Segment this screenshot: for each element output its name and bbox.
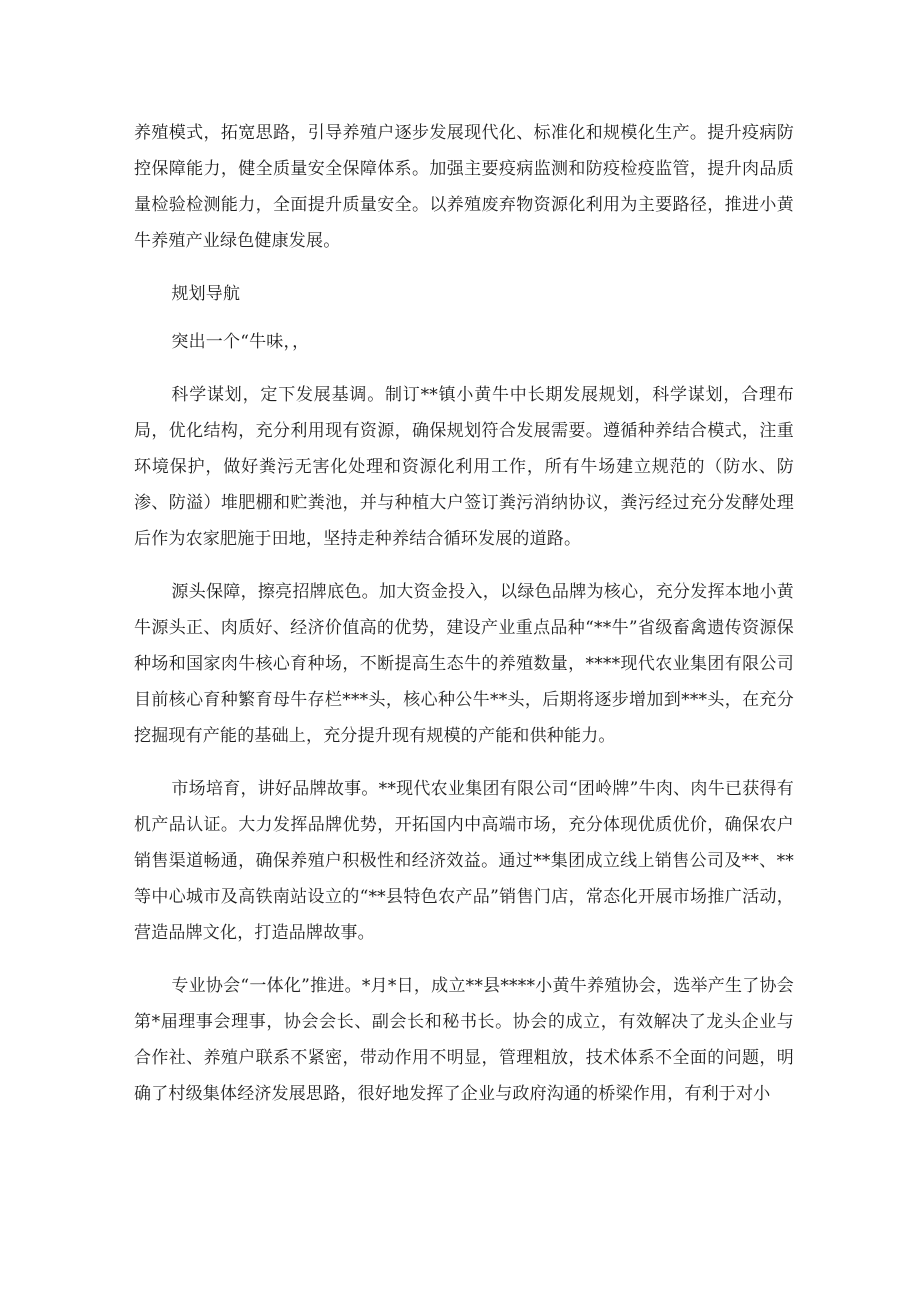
document-body xyxy=(134,115,794,1112)
paragraph-source-guarantee: 源头保障，擦亮招牌底色。加大资金投入，以绿色品牌为核心，充分发挥本地小黄牛源头正、肉质好、经济价值高的优势，建设产业重点品种“**牛”省级畜禽遗传资源保种场和国家肉牛核心育种场，不断提高生态牛的养殖数量，****现代农业集团有限公司目前核心育种繁育母牛存栏***头，核心种公牛**头，后期将逐步增加到***头，在充分挖掘现有产能的基础上，充分提升现有规模的产能和供种能力。 xyxy=(134,582,794,746)
section-heading: 规划导航 xyxy=(171,284,241,304)
subsection-heading: 突出一个“牛味，， xyxy=(171,332,310,352)
paragraph-market-cultivation: 市场培育，讲好品牌故事。**现代农业集团有限公司“团岭牌”牛肉、肉牛已获得有机产品认证。大力发挥品牌优势，开拓国内中高端市场，充分体现优质优价，确保农户销售渠道畅通，确保养殖户积极性和经济效益。通过**集团成立线上销售公司及**、**等中心城市及高铁南站设立的“**县特色农产品”销售门店，常态化开展市场推广活动，营造品牌文化，打造品牌故事。 xyxy=(134,779,794,943)
paragraph-planning: 科学谋划，定下发展基调。制订**镇小黄牛中长期发展规划，科学谋划，合理布局，优化结构，充分利用现有资源，确保规划符合发展需要。遵循种养结合模式，注重环境保护，做好粪污无害化处理和资源化利用工作，所有牛场建立规范的（防水、防渗、防溢）堆肥棚和贮粪池，并与种植大户签订粪污消纳协议，粪污经过充分发酵处理后作为农家肥施于田地，坚持走种养结合循环发展的道路。 xyxy=(134,385,794,549)
paragraph-continuation: 养殖模式，拓宽思路，引导养殖户逐步发展现代化、标准化和规模化生产。提升疫病防控保障能力，健全质量安全保障体系。加强主要疫病监测和防疫检疫监管，提升肉品质量检验检测能力，全面提升质量安全。以养殖废弃物资源化利用为主要路径，推进小黄牛养殖产业绿色健康发展。 xyxy=(134,123,794,251)
paragraph-association: 专业协会“一体化”推进。*月*日，成立**县****小黄牛养殖协会，选举产生了协会第*届理事会理事，协会会长、副会长和秘书长。协会的成立，有效解决了龙头企业与合作社、养殖户联系不紧密，带动作用不明显，管理粗放，技术体系不全面的问题，明确了村级集体经济发展思路，很好地发挥了企业与政府沟通的桥梁作用，有利于对小 xyxy=(134,976,794,1104)
